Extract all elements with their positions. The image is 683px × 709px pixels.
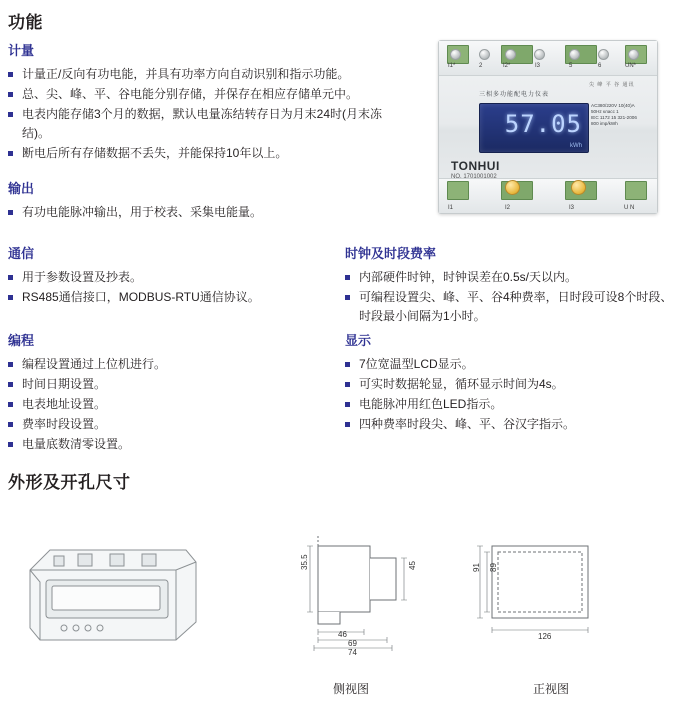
block-programming-title: 编程 xyxy=(8,333,35,348)
screw-icon xyxy=(569,49,580,60)
screw-icon xyxy=(505,49,516,60)
block-programming-list xyxy=(8,355,338,454)
block-output-title: 输出 xyxy=(8,181,35,196)
lcd-value: 57.05 xyxy=(504,110,582,138)
terminal-label-top-6: UN* xyxy=(625,63,637,69)
product-photo xyxy=(420,28,675,223)
meter-nameplate xyxy=(591,103,647,127)
meter-model-plate-top: 三相多功能配电力仪表 xyxy=(479,92,550,98)
model-number: NO. 1701001002 xyxy=(451,174,497,180)
list-item: 7位宽温型LCD显示。 xyxy=(345,355,675,374)
list-item: 四种费率时段尖、峰、平、谷汉字指示。 xyxy=(345,415,675,434)
list-item: 时间日期设置。 xyxy=(8,375,338,394)
caption-front-view: 正视图 xyxy=(533,682,570,696)
block-clock-list xyxy=(345,268,675,326)
block-output xyxy=(8,178,338,223)
dim-side-width-mid: 69 xyxy=(348,639,357,648)
nameplate-line-1: 50Hz класс 1 xyxy=(591,109,619,114)
terminal-label-top-5: 6 xyxy=(598,63,602,69)
list-item: 有功电能脉冲输出，用于校表、采集电能量。 xyxy=(8,203,338,222)
terminal-label-top-1: 2 xyxy=(479,63,483,69)
list-item: 可实时数据轮显，循环显示时间为4s。 xyxy=(345,375,675,394)
block-clock xyxy=(345,243,675,327)
block-communication-list xyxy=(8,268,338,307)
meter-body xyxy=(438,40,658,214)
terminal-label-top-4: 5 xyxy=(569,63,573,69)
dim-side-width-inner: 46 xyxy=(338,630,347,639)
list-item: 断电后所有存储数据不丢失，并能保持10年以上。 xyxy=(8,144,408,163)
dim-front-width: 126 xyxy=(538,632,552,641)
terminal-block-bottom-4 xyxy=(625,181,647,200)
block-communication-title: 通信 xyxy=(8,246,35,261)
nameplate-line-0: AC380/220V 10(40)A xyxy=(591,103,635,108)
terminal-label-top-3: I3 xyxy=(535,63,541,69)
list-item: 电表地址设置。 xyxy=(8,395,338,414)
lcd-display xyxy=(479,103,589,153)
dim-front-height-outer: 91 xyxy=(472,563,481,572)
block-display-list xyxy=(345,355,675,434)
list-item: 电表内能存储3个月的数据，默认电量冻结转存日为月末24时(月末冻结)。 xyxy=(8,105,408,143)
isometric-view-drawing xyxy=(18,530,208,650)
block-display-title: 显示 xyxy=(345,333,372,348)
block-communication xyxy=(8,243,338,308)
dim-front-height-inner: 89 xyxy=(489,563,498,572)
terminal-label-bottom-0: I1 xyxy=(448,205,454,211)
screw-icon xyxy=(534,49,545,60)
page-title-dimensions: 外形及开孔尺寸 xyxy=(8,473,131,492)
terminal-label-bottom-3: U N xyxy=(624,205,635,211)
terminal-label-bottom-2: I3 xyxy=(569,205,575,211)
dimension-drawings xyxy=(0,500,683,700)
dim-side-height-right: 45 xyxy=(408,561,417,570)
caption-side-view: 侧视图 xyxy=(333,682,370,696)
list-item: 用于参数设置及抄表。 xyxy=(8,268,338,287)
list-item: 可编程设置尖、峰、平、谷4种费率，日时段可设8个时段、时段最小间隔为1小时。 xyxy=(345,288,675,326)
list-item: 费率时段设置。 xyxy=(8,415,338,434)
block-clock-title: 时钟及时段费率 xyxy=(345,246,437,261)
nameplate-line-3: 800 imp/kWh xyxy=(591,121,618,126)
brand-logo: TONHUI xyxy=(451,159,500,173)
page-title-functions: 功能 xyxy=(8,13,43,32)
list-item: 编程设置通过上位机进行。 xyxy=(8,355,338,374)
led-indicator-row: 尖 峰 平 谷 通讯 xyxy=(589,82,635,88)
screw-icon xyxy=(450,49,461,60)
nameplate-line-2: IEC 1172 15 321-2006 xyxy=(591,115,637,120)
knob-icon xyxy=(505,180,520,195)
block-metering-list xyxy=(8,65,408,163)
terminal-label-top-2: I2* xyxy=(503,63,511,69)
screw-icon xyxy=(598,49,609,60)
terminal-block-bottom-1 xyxy=(447,181,469,200)
block-output-list xyxy=(8,203,338,222)
list-item: RS485通信接口，MODBUS-RTU通信协议。 xyxy=(8,288,338,307)
block-programming xyxy=(8,330,338,455)
lcd-unit: kWh xyxy=(570,143,582,149)
terminal-label-bottom-1: I2 xyxy=(505,205,511,211)
list-item: 总、尖、峰、平、谷电能分别存储，并保存在相应存储单元中。 xyxy=(8,85,408,104)
knob-icon xyxy=(571,180,586,195)
screw-icon xyxy=(628,49,639,60)
terminal-label-top-0: I1* xyxy=(448,63,456,69)
block-display xyxy=(345,330,675,435)
dim-side-width-outer: 74 xyxy=(348,648,357,657)
block-metering-title: 计量 xyxy=(8,43,35,58)
screw-icon xyxy=(479,49,490,60)
side-view-drawing xyxy=(300,528,430,658)
list-item: 电能脉冲用红色LED指示。 xyxy=(345,395,675,414)
list-item: 电量底数清零设置。 xyxy=(8,435,338,454)
block-metering xyxy=(8,40,408,164)
list-item: 计量正/反向有功电能，并具有功率方向自动识别和指示功能。 xyxy=(8,65,408,84)
list-item: 内部硬件时钟，时钟误差在0.5s/天以内。 xyxy=(345,268,675,287)
dim-side-height-left: 35.5 xyxy=(300,554,309,570)
